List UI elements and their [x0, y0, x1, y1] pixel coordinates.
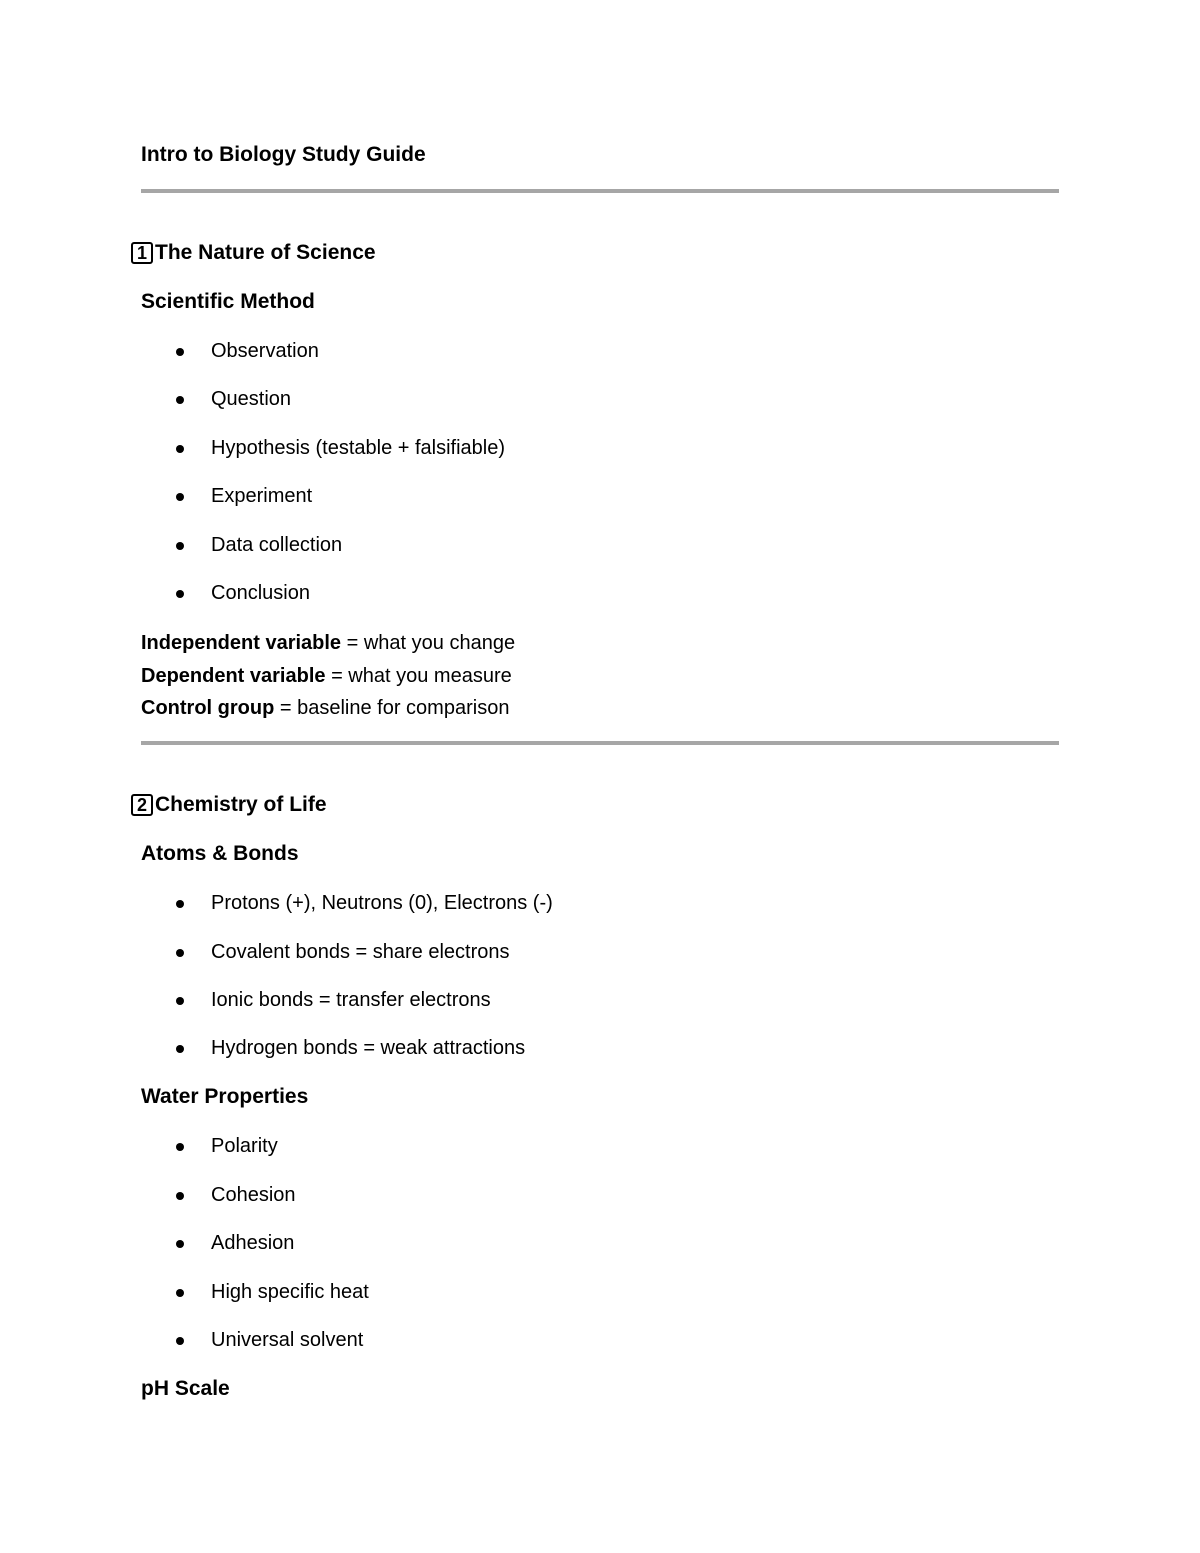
section-heading-text: The Nature of Science: [155, 241, 376, 264]
list-item-text: Ionic bonds = transfer electrons: [211, 989, 491, 1011]
definition-independent-variable: [141, 628, 515, 658]
list-item: [0, 937, 1000, 967]
list-item: [0, 530, 1000, 560]
list-item: [0, 985, 1000, 1015]
list-item: [0, 1228, 1000, 1258]
horizontal-rule: [141, 189, 1059, 193]
section-heading-chemistry-of-life: [131, 790, 327, 820]
bullet-icon: [176, 1240, 184, 1248]
bullet-icon: [176, 1192, 184, 1200]
subheading-water-properties: Water Properties: [141, 1085, 309, 1108]
bullet-icon: [176, 348, 184, 356]
definition-dependent-variable: [141, 661, 512, 691]
bullet-icon: [176, 445, 184, 453]
bullet-icon: [176, 493, 184, 501]
horizontal-rule: [141, 741, 1059, 745]
bullet-icon: [176, 1289, 184, 1297]
list-item-text: Universal solvent: [211, 1329, 364, 1351]
list-item-text: Polarity: [211, 1135, 278, 1157]
list-item-text: Covalent bonds = share electrons: [211, 941, 510, 963]
list-item-text: High specific heat: [211, 1281, 369, 1303]
definition-text: = baseline for comparison: [274, 697, 510, 719]
list-item: [0, 1277, 1000, 1307]
list-item: [0, 1033, 1000, 1063]
list-item-text: Protons (+), Neutrons (0), Electrons (-): [211, 892, 553, 914]
section-heading-text: Chemistry of Life: [155, 793, 327, 816]
list-item-text: Observation: [211, 340, 319, 362]
section-number-box: 2: [131, 794, 153, 816]
bullet-icon: [176, 396, 184, 404]
bullet-icon: [176, 997, 184, 1005]
list-item-text: Adhesion: [211, 1232, 295, 1254]
list-item-text: Hypothesis (testable + falsifiable): [211, 437, 506, 459]
subheading-ph-scale: pH Scale: [141, 1377, 230, 1400]
bullet-icon: [176, 542, 184, 550]
bullet-icon: [176, 900, 184, 908]
list-item-text: Data collection: [211, 534, 343, 556]
list-item-text: Question: [211, 388, 292, 410]
document-title: Intro to Biology Study Guide: [141, 143, 426, 166]
bullet-icon: [176, 1045, 184, 1053]
list-item-text: Conclusion: [211, 582, 310, 604]
bullet-icon: [176, 1143, 184, 1151]
section-number-box: 1: [131, 242, 153, 264]
list-item-text: Hydrogen bonds = weak attractions: [211, 1037, 526, 1059]
list-item: [0, 1131, 1000, 1161]
list-item-text: Experiment: [211, 485, 313, 507]
definition-text: = what you measure: [325, 665, 512, 687]
list-item: [0, 888, 1000, 918]
list-item: [0, 1325, 1000, 1355]
list-item: [0, 481, 1000, 511]
list-item-text: Cohesion: [211, 1184, 296, 1206]
list-item: [0, 384, 1000, 414]
list-item: [0, 336, 1000, 366]
list-item: [0, 578, 1000, 608]
definition-term: Dependent variable: [141, 665, 326, 687]
list-item: [0, 433, 1000, 463]
bullet-icon: [176, 590, 184, 598]
bullet-icon: [176, 1337, 184, 1345]
bullet-icon: [176, 949, 184, 957]
definition-term: Control group: [141, 697, 275, 719]
definition-term: Independent variable: [141, 632, 342, 654]
list-item: [0, 1180, 1000, 1210]
subheading-atoms-bonds: Atoms & Bonds: [141, 842, 299, 865]
section-heading-nature-of-science: [131, 238, 376, 268]
subheading-scientific-method: Scientific Method: [141, 290, 315, 313]
definition-control-group: [141, 693, 509, 723]
definition-text: = what you change: [341, 632, 516, 654]
